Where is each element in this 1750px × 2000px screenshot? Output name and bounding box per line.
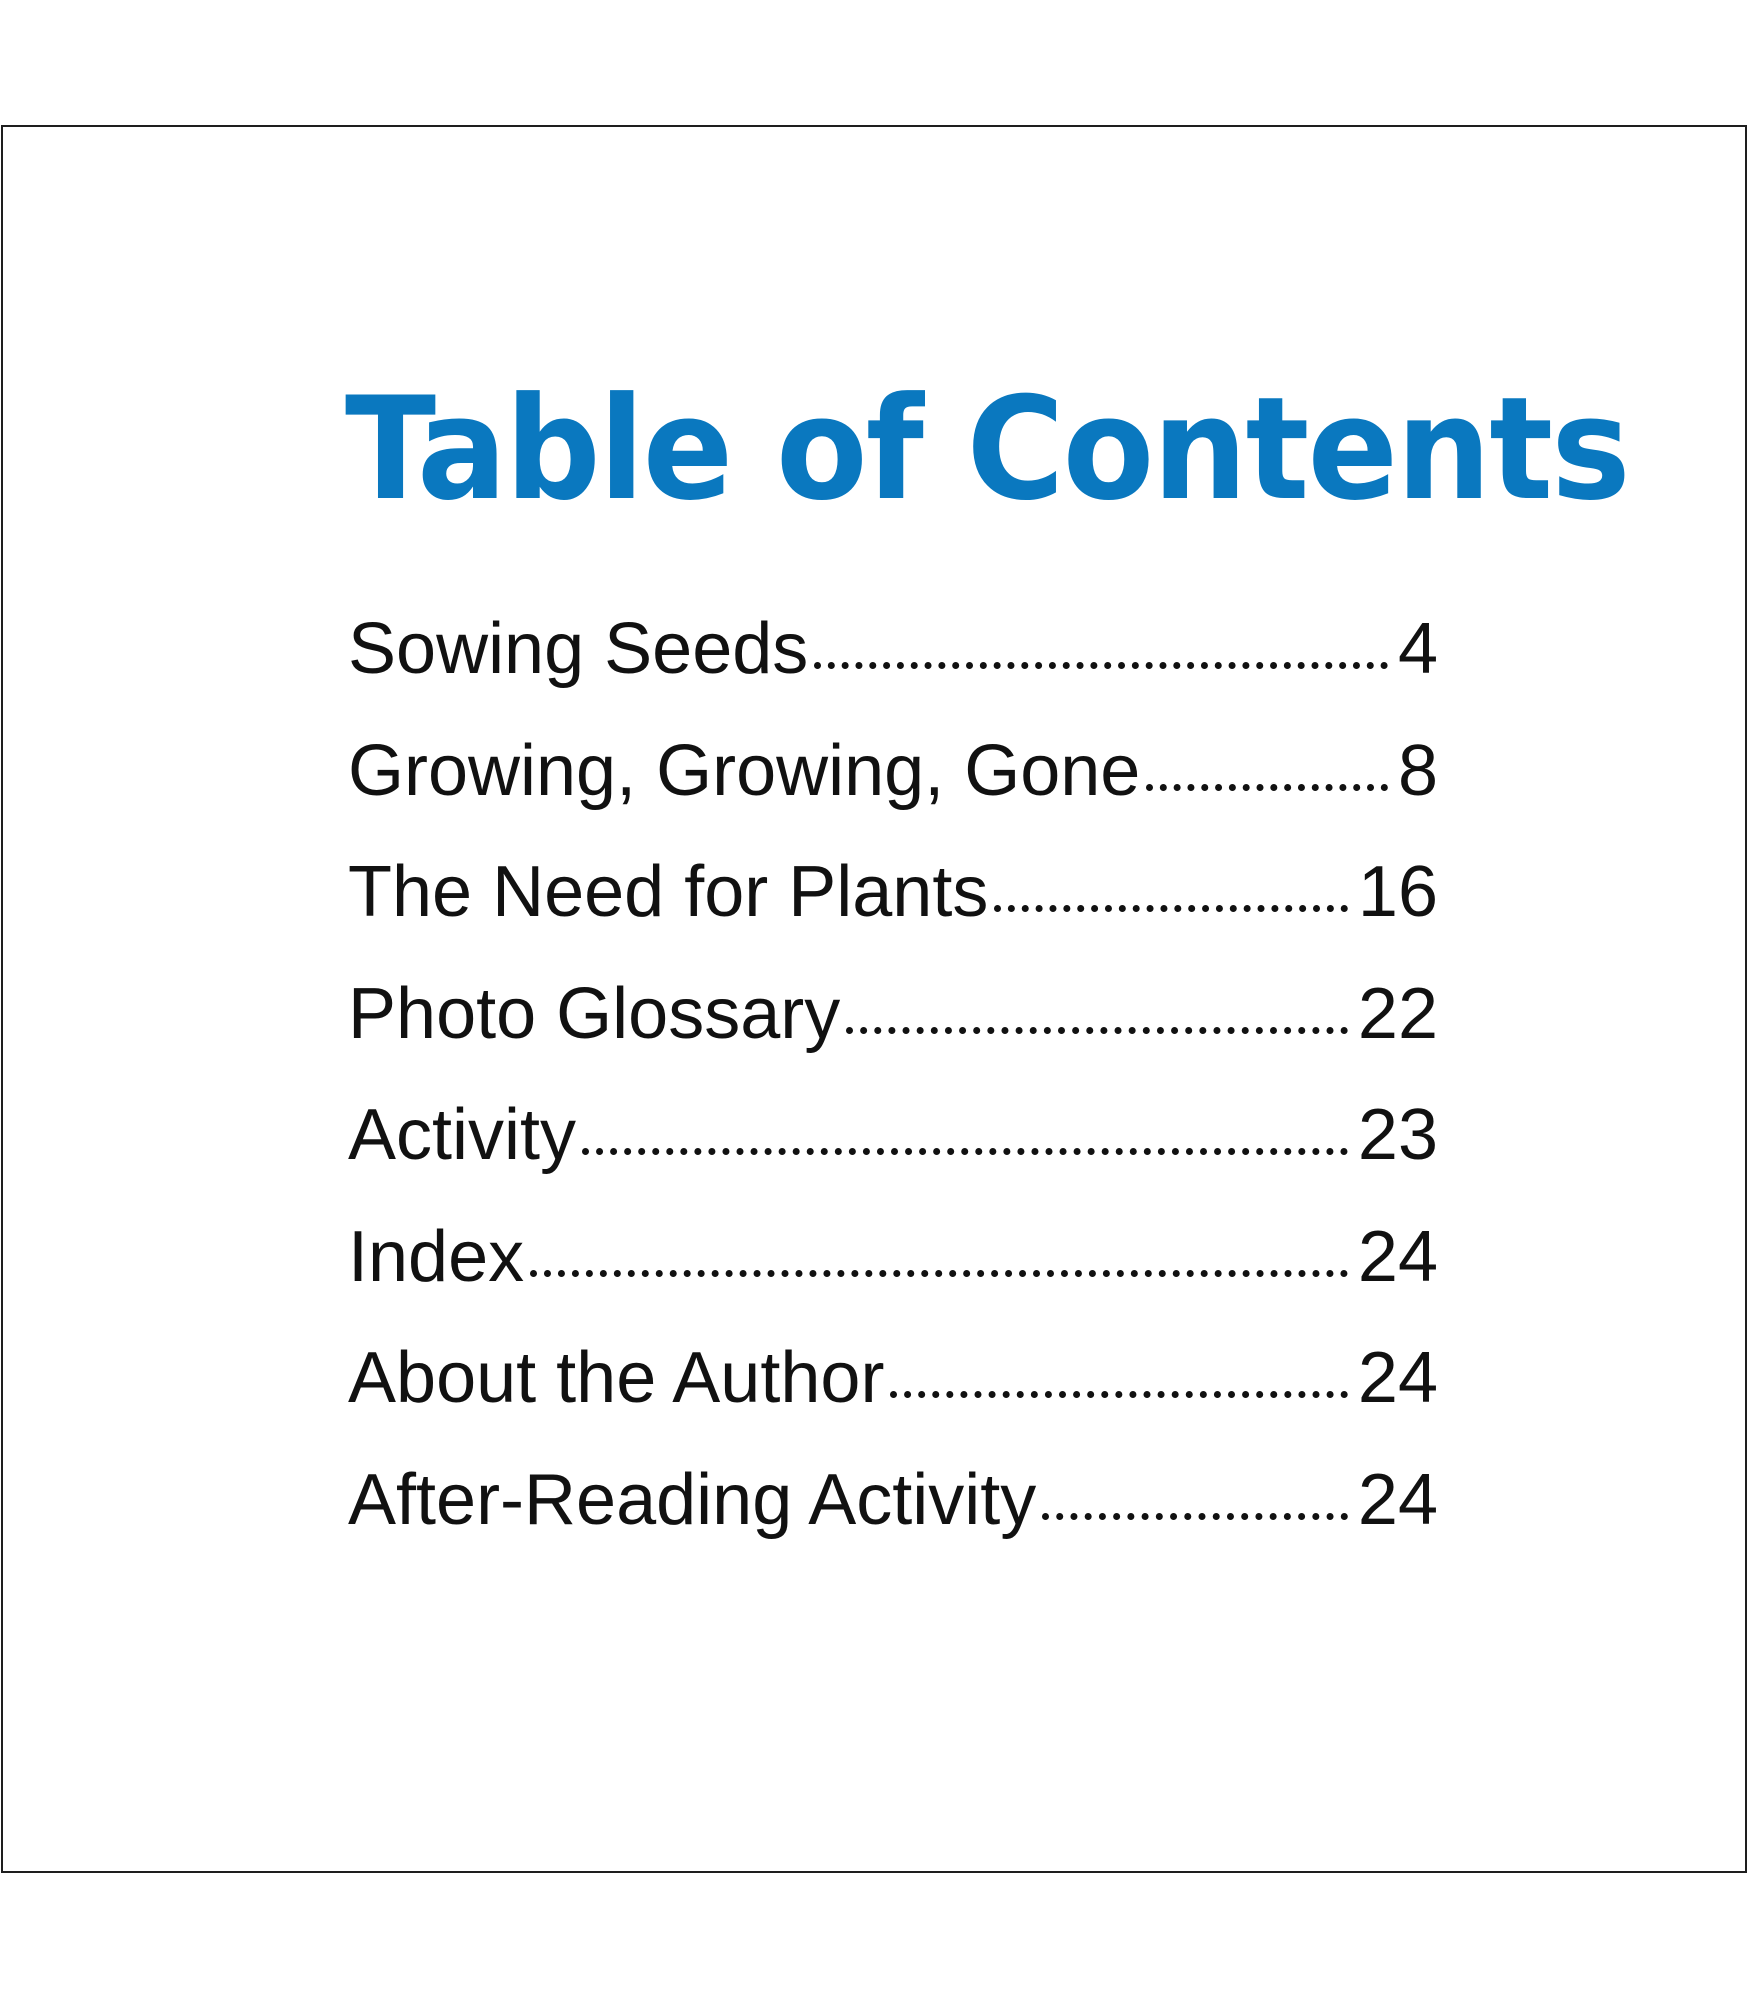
page-title: Table of Contents [345,367,1629,532]
toc-entry-label: The Need for Plants [348,852,989,932]
toc-entry-growing-growing-gone[interactable] [348,730,1438,852]
dot-leader [994,905,1348,912]
toc-entry-label: About the Author [348,1338,885,1418]
toc-entry-label: Sowing Seeds [348,609,809,689]
toc-entry-label: Index [348,1216,525,1297]
toc-entry-activity[interactable] [348,1094,1438,1216]
dot-leader [814,662,1388,669]
dot-leader [530,1270,1348,1277]
toc-entry-page-number: 24 [1357,1459,1438,1540]
dot-leader [1042,1513,1348,1520]
dot-leader [1146,784,1388,791]
toc-entry-page-number: 4 [1397,609,1438,689]
toc-entry-label: Photo Glossary [348,973,841,1054]
toc-entry-label: After-Reading Activity [348,1459,1037,1540]
dot-leader [582,1148,1348,1155]
toc-entry-page-number: 24 [1357,1338,1438,1418]
toc-entry-page-number: 23 [1357,1095,1438,1175]
toc-entry-page-number: 22 [1357,973,1438,1054]
toc-entry-page-number: 8 [1397,730,1438,811]
dot-leader [846,1027,1348,1034]
toc-entry-photo-glossary[interactable] [348,973,1438,1095]
toc-entry-the-need-for-plants[interactable] [348,851,1438,973]
dot-leader [890,1391,1347,1398]
toc-entry-label: Growing, Growing, Gone [348,730,1141,811]
toc-list [348,608,1438,1580]
toc-entry-page-number: 16 [1357,852,1438,932]
toc-entry-sowing-seeds[interactable] [348,608,1438,730]
toc-entry-index[interactable] [348,1216,1438,1338]
toc-entry-label: Activity [348,1095,577,1175]
toc-entry-about-the-author[interactable] [348,1337,1438,1459]
toc-entry-after-reading-activity[interactable] [348,1459,1438,1581]
toc-entry-page-number: 24 [1357,1216,1438,1297]
